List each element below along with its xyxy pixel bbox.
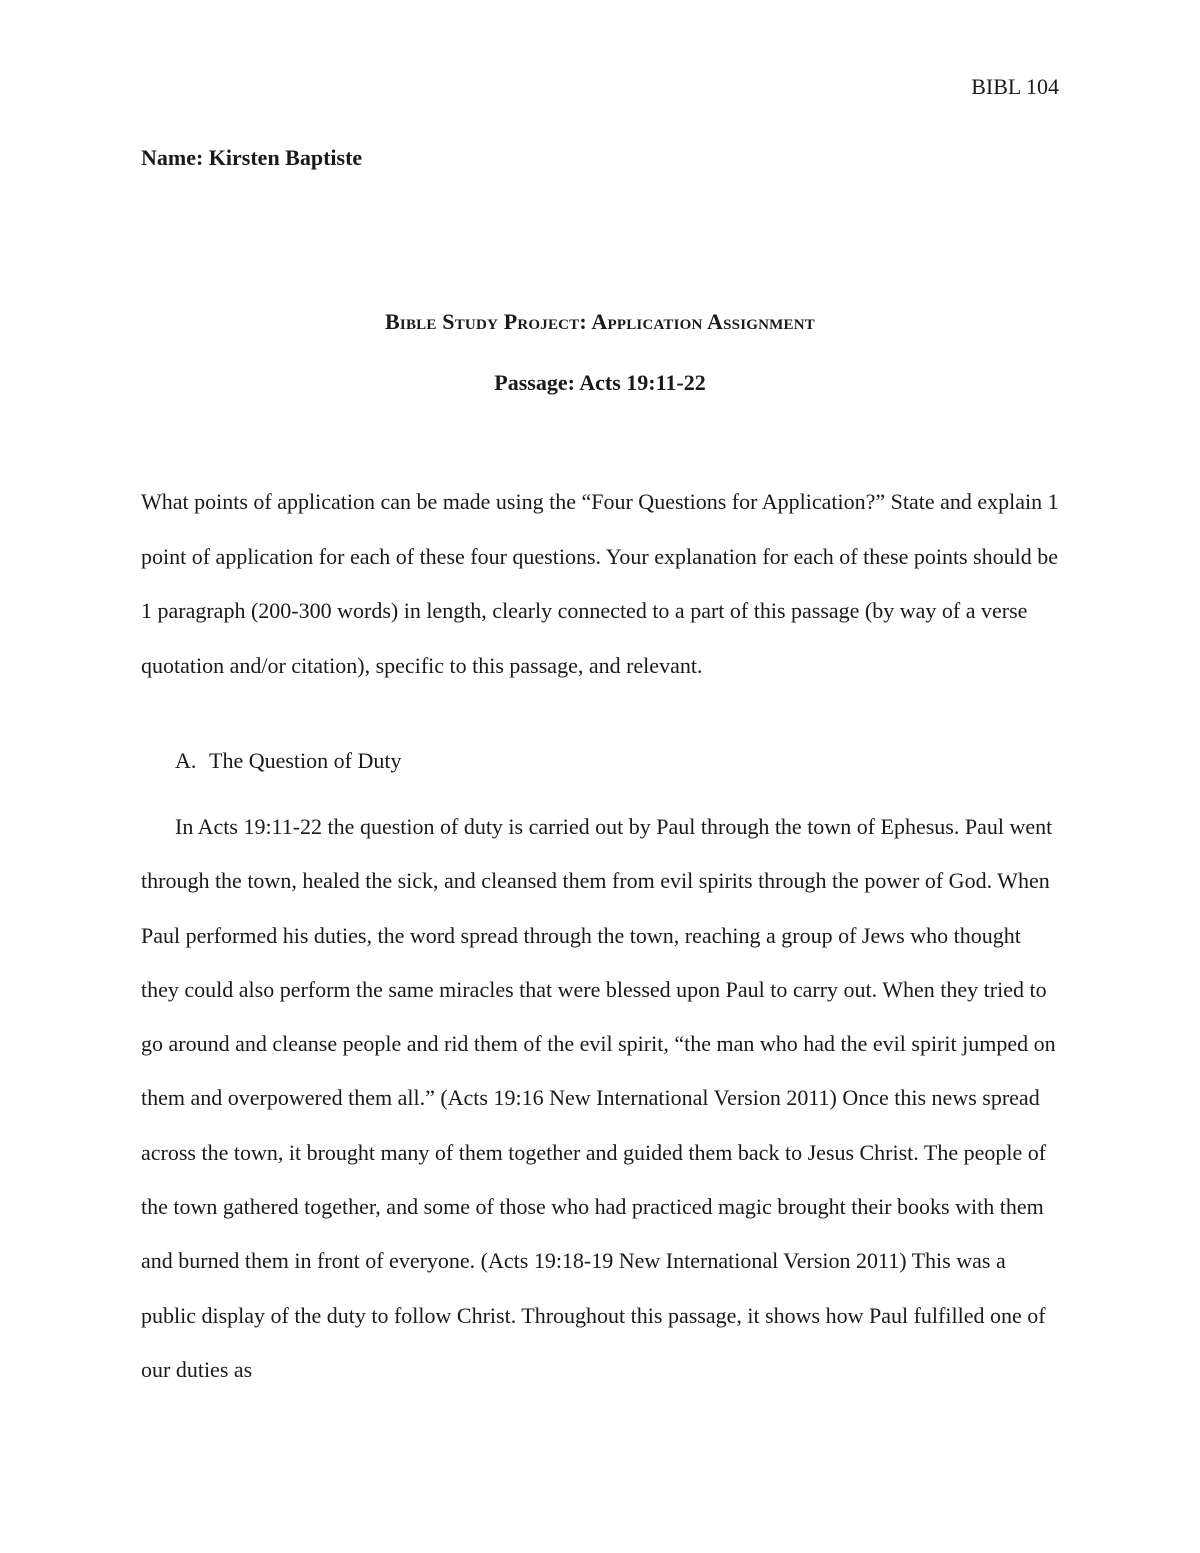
assignment-prompt: What points of application can be made using the “Four Questions for Application?” State and explain 1 point of application for each of these four questions. Your explanation for each of these points should be 1 paragraph (200-300 words) in length, clearly connected to a part of this passage (by way of a verse quotation and/or citation), specific to this passage, and relevant.: [141, 489, 1059, 678]
section-a-heading-text: The Question of Duty: [209, 748, 402, 773]
student-name-line: Name: Kirsten Baptiste: [141, 145, 363, 170]
passage-reference: Passage: Acts 19:11-22: [494, 370, 706, 395]
running-header-course-code: BIBL 104: [971, 74, 1059, 99]
section-a-heading: [175, 746, 401, 776]
document-title: Bible Study Project: Application Assignment: [385, 309, 815, 334]
section-a-marker: A.: [175, 748, 197, 773]
section-a-paragraph: In Acts 19:11-22 the question of duty is carried out by Paul through the town of Ephesus. Paul went through the town, healed the sick, and cleansed them from evil spirits through the power of God. When Paul performed his duties, the word spread through the town, reaching a group of Jews who thought they could also perform the same miracles that were blessed upon Paul to carry out. When they tried to go around and cleanse people and rid them of the evil spirit, “the man who had the evil spirit jumped on them and overpowered them all.” (Acts 19:16 New International Version 2011) Once this news spread across the town, it brought many of them together and guided them back to Jesus Christ. The people of the town gathered together, and some of those who had practiced magic brought their books with them and burned them in front of everyone. (Acts 19:18-19 New International Version 2011) This was a public display of the duty to follow Christ. Throughout this passage, it shows how Paul fulfilled one of our duties as: [141, 814, 1056, 1382]
